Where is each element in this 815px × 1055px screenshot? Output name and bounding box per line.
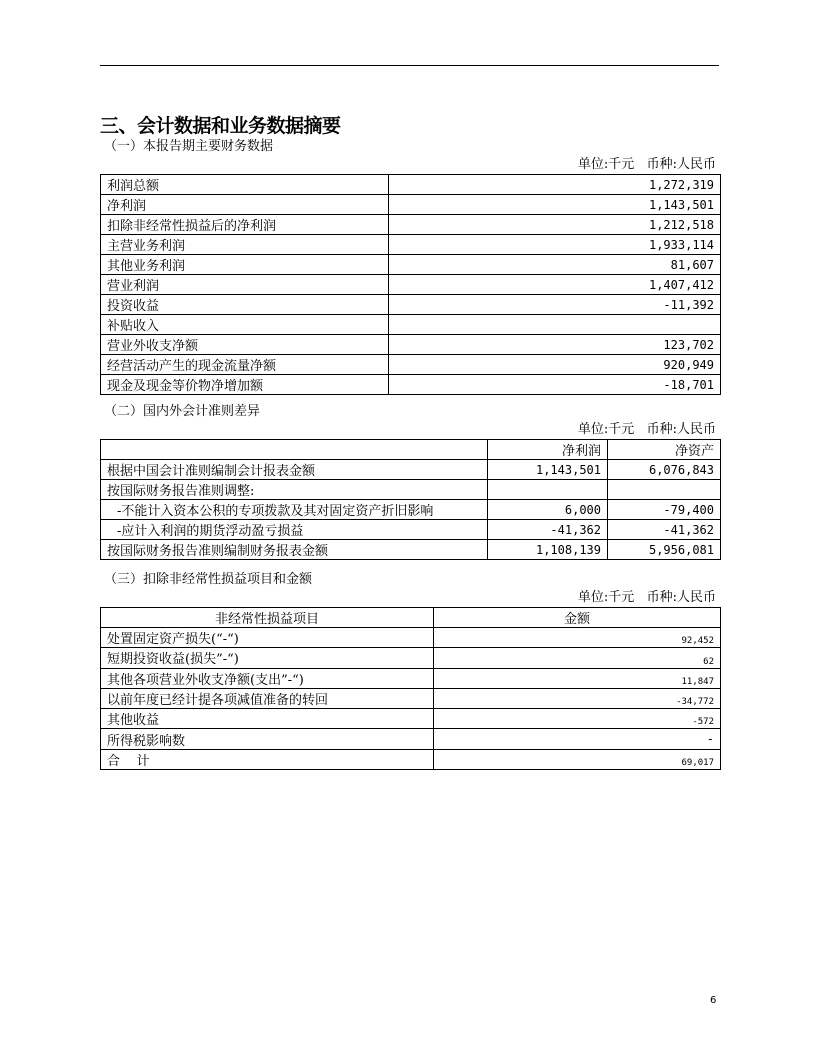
table-row bbox=[101, 215, 721, 235]
table-row bbox=[101, 235, 721, 255]
row-label: 按国际财务报告准则编制财务报表金额 bbox=[101, 540, 488, 560]
col-header-amount: 金额 bbox=[434, 608, 721, 628]
table-row bbox=[101, 500, 721, 520]
row-label: 根据中国会计准则编制会计报表金额 bbox=[101, 460, 488, 480]
row-value: 1,933,114 bbox=[389, 235, 721, 255]
row-label: 投资收益 bbox=[101, 295, 389, 315]
row-net-profit: 1,108,139 bbox=[488, 540, 608, 560]
row-label: 以前年度已经计提各项减值准备的转回 bbox=[101, 688, 434, 708]
table-row bbox=[101, 375, 721, 395]
header-blank bbox=[101, 440, 488, 460]
table-header-row bbox=[101, 608, 721, 628]
row-label: 处置固定资产损失(“-“) bbox=[101, 628, 434, 648]
part3-unit-line: 单位:千元 币种:人民币 bbox=[577, 590, 716, 605]
row-amount: 11,847 bbox=[434, 668, 721, 688]
row-label: 净利润 bbox=[101, 195, 389, 215]
row-value: 1,143,501 bbox=[389, 195, 721, 215]
row-label: 补贴收入 bbox=[101, 315, 389, 335]
row-net-profit: 6,000 bbox=[488, 500, 608, 520]
part1-unit-line: 单位:千元 币种:人民币 bbox=[577, 157, 716, 172]
part2-unit-line: 单位:千元 币种:人民币 bbox=[577, 422, 716, 437]
row-value: -11,392 bbox=[389, 295, 721, 315]
part2-heading: （二）国内外会计准则差异 bbox=[104, 404, 261, 419]
table-row bbox=[101, 688, 721, 708]
gaap-difference-table bbox=[100, 439, 721, 560]
row-amount: - bbox=[434, 729, 721, 749]
table-row bbox=[101, 195, 721, 215]
table-row bbox=[101, 460, 721, 480]
row-label: 按国际财务报告准则调整: bbox=[101, 480, 488, 500]
row-value: -18,701 bbox=[389, 375, 721, 395]
table-row bbox=[101, 315, 721, 335]
page-number: 6 bbox=[710, 995, 717, 1006]
col-header-net-profit: 净利润 bbox=[488, 440, 608, 460]
row-amount: 92,452 bbox=[434, 628, 721, 648]
row-label: 其他业务利润 bbox=[101, 255, 389, 275]
row-net-assets: -41,362 bbox=[608, 520, 721, 540]
part3-heading: （三）扣除非经常性损益项目和金额 bbox=[104, 572, 313, 587]
row-net-profit bbox=[488, 480, 608, 500]
row-value: 81,607 bbox=[389, 255, 721, 275]
row-value: 920,949 bbox=[389, 355, 721, 375]
table-row bbox=[101, 275, 721, 295]
row-label: 所得税影响数 bbox=[101, 729, 434, 749]
table-row bbox=[101, 520, 721, 540]
row-amount: 69,017 bbox=[434, 749, 721, 769]
row-label: -应计入利润的期货浮动盈亏损益 bbox=[101, 520, 488, 540]
row-label: 其他各项营业外收支净额(支出”-“) bbox=[101, 668, 434, 688]
row-value: 1,407,412 bbox=[389, 275, 721, 295]
financial-data-table bbox=[100, 174, 721, 395]
row-label: 营业利润 bbox=[101, 275, 389, 295]
row-value: 1,212,518 bbox=[389, 215, 721, 235]
table-row bbox=[101, 668, 721, 688]
table-row bbox=[101, 255, 721, 275]
table-row bbox=[101, 648, 721, 668]
row-label: 其他收益 bbox=[101, 709, 434, 729]
section-title: 三、会计数据和业务数据摘要 bbox=[100, 115, 341, 137]
table-row bbox=[101, 480, 721, 500]
table-row bbox=[101, 335, 721, 355]
header-rule bbox=[100, 65, 719, 66]
row-label: 经营活动产生的现金流量净额 bbox=[101, 355, 389, 375]
row-value: 123,702 bbox=[389, 335, 721, 355]
row-net-profit: 1,143,501 bbox=[488, 460, 608, 480]
row-label: 现金及现金等价物净增加额 bbox=[101, 375, 389, 395]
row-label: 扣除非经常性损益后的净利润 bbox=[101, 215, 389, 235]
table-row bbox=[101, 295, 721, 315]
row-label: 营业外收支净额 bbox=[101, 335, 389, 355]
row-value: 1,272,319 bbox=[389, 175, 721, 195]
row-amount: -34,772 bbox=[434, 688, 721, 708]
row-value bbox=[389, 315, 721, 335]
table-row bbox=[101, 540, 721, 560]
table-row bbox=[101, 709, 721, 729]
row-label: 主营业务利润 bbox=[101, 235, 389, 255]
table-row bbox=[101, 355, 721, 375]
row-net-assets: -79,400 bbox=[608, 500, 721, 520]
row-net-assets: 6,076,843 bbox=[608, 460, 721, 480]
table-row bbox=[101, 749, 721, 769]
row-net-assets: 5,956,081 bbox=[608, 540, 721, 560]
row-net-assets bbox=[608, 480, 721, 500]
row-label: 利润总额 bbox=[101, 175, 389, 195]
table-row bbox=[101, 175, 721, 195]
row-net-profit: -41,362 bbox=[488, 520, 608, 540]
col-header-item: 非经常性损益项目 bbox=[101, 608, 434, 628]
non-recurring-items-table bbox=[100, 607, 721, 770]
part1-heading: （一）本报告期主要财务数据 bbox=[104, 139, 274, 154]
row-label: -不能计入资本公积的专项拨款及其对固定资产折旧影响 bbox=[101, 500, 488, 520]
col-header-net-assets: 净资产 bbox=[608, 440, 721, 460]
table-header-row bbox=[101, 440, 721, 460]
row-label: 短期投资收益(损失”-“) bbox=[101, 648, 434, 668]
table-row bbox=[101, 628, 721, 648]
table-row bbox=[101, 729, 721, 749]
row-amount: -572 bbox=[434, 709, 721, 729]
row-amount: 62 bbox=[434, 648, 721, 668]
row-label: 合 计 bbox=[101, 749, 434, 769]
